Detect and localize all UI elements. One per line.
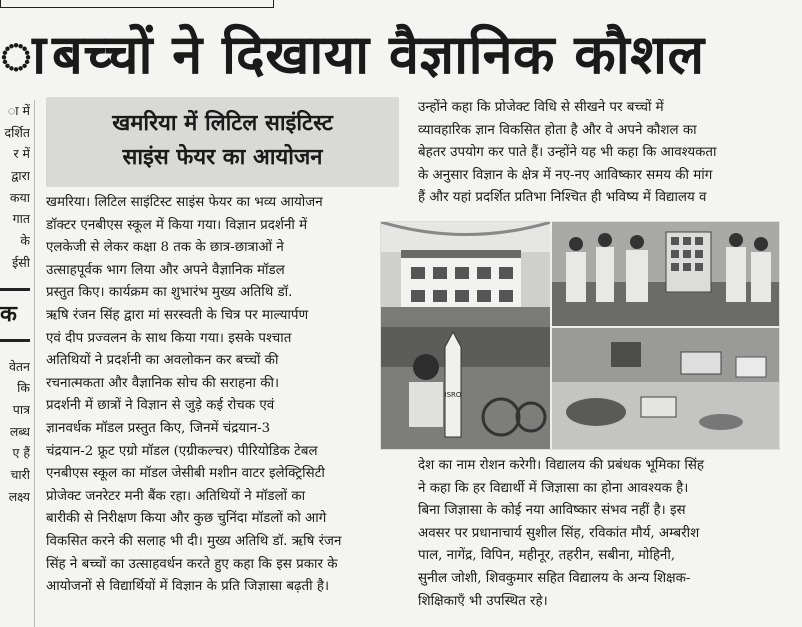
article-column-b	[418, 97, 788, 210]
headline-title: बच्चों ने दिखाया वैज्ञानिक कौशल	[52, 23, 705, 86]
article-column-c	[418, 455, 788, 613]
article-text-line: खमरिया। लिटिल साइंटिस्ट साइंस फेयर का भव्य आयोजन	[46, 195, 323, 210]
article-text-line: एनबीएस स्कूल का मॉडल जेसीबी मशीन वाटर इलेक्ट्रिसिटी	[46, 466, 325, 482]
article-text-line: प्रोजेक्ट जनरेटर मनी बैंक रहा। अतिथियों ने मॉडलों का	[46, 488, 306, 504]
article-text-line: डॉक्टर एनबीएस स्कूल में किया गया। विज्ञान प्रदर्शनी में	[46, 217, 308, 233]
article-text-line: बारीकी से निरीक्षण किया और कुछ चुनिंदा मॉडलों को आगे	[46, 511, 327, 527]
top-border	[0, 0, 802, 12]
article-text-line: रचनात्मकता और वैज्ञानिक सोच की सराहना की।	[46, 375, 280, 391]
adjacent-text-line: र में	[13, 146, 30, 162]
adjacent-text-line: द्वारा	[11, 168, 30, 184]
article-text-line: बिना जिज्ञासा के कोई नया आविष्कार संभव नहीं है। इस	[418, 503, 686, 519]
article-text-line: प्रदर्शनी में छात्रों ने विज्ञान से जुड़े कई रोचक एवं	[46, 398, 275, 414]
adjacent-text-line: के	[20, 233, 30, 249]
subheading-box	[46, 97, 399, 187]
adjacent-text-line: वेतन	[8, 358, 30, 374]
article-text-line: ऋषि रंजन सिंह द्वारा मां सरस्वती के चित्र पर माल्यार्पण	[46, 307, 309, 323]
adjacent-text-line: कया	[9, 189, 30, 205]
article-text-line: विकसित करने की सलाह भी दी। मुख्य अतिथि डॉ. ऋषि रंजन	[46, 533, 342, 549]
adjacent-box-heading: क	[0, 288, 30, 342]
article-text-line: पाल, नागेंद्र, विपिन, महीनूर, तहरीन, सबीना, मोहिनी,	[418, 548, 676, 564]
headline	[0, 20, 802, 90]
article-text-line: अवसर पर प्रधानाचार्य सुशील सिंह, रविकांत मौर्य, अम्बरीश	[418, 525, 700, 541]
article-text-line: ज्ञानवर्धक मॉडल प्रस्तुत किए, जिनमें चंद्रयान-3	[46, 420, 271, 436]
adjacent-text-line: दर्शित	[4, 124, 30, 140]
article-text-line: अतिथियों ने प्रदर्शनी का अवलोकन कर बच्चों की	[46, 353, 279, 369]
article-text-line: चंद्रयान-2 फ्रूट एग्रो मॉडल (एग्रीकल्चर) पीरियोडिक टेबल	[46, 443, 318, 459]
article-text-line: व्यावहारिक ज्ञान विकसित होता है और वे अपने कौशल का	[418, 122, 697, 138]
adjacent-text-line: लक्ष्य	[8, 488, 30, 504]
adjacent-text-line: ए हैं	[12, 445, 30, 461]
article-text-line: उत्साहपूर्वक भाग लिया और अपने वैज्ञानिक मॉडल	[46, 262, 285, 278]
adjacent-column	[0, 100, 30, 627]
adjacent-text-line: लब्ध	[9, 423, 30, 439]
article-text-line: ने कहा कि हर विद्यार्थी में जिज्ञासा का होना आवश्यक है।	[418, 480, 689, 496]
adjacent-text-line: कि	[17, 380, 30, 396]
article-text-line: शिक्षिकाएँ भी उपस्थित रहे।	[418, 593, 548, 609]
column-divider	[34, 100, 35, 627]
headline-fragment: ा	[0, 23, 47, 86]
article-text-line: सिंह ने बच्चों का उत्साहवर्धन करते हुए कहा कि इस प्रकार के	[46, 556, 338, 572]
adjacent-text-line: चारी	[10, 466, 30, 482]
article-text-line: एलकेजी से लेकर कक्षा 8 तक के छात्र-छात्राओं ने	[46, 240, 284, 256]
article-text-line: देश का नाम रोशन करेगी। विद्यालय की प्रबंधक भूमिका सिंह	[418, 458, 704, 473]
adjacent-text-line: ा में	[7, 103, 30, 118]
news-photo-collage	[380, 221, 780, 450]
article-text-line: बेहतर उपयोग कर पाते हैं। उन्होंने यह भी कहा कि आवश्यकता	[418, 145, 717, 161]
article-column-a	[46, 192, 400, 599]
photo-collage-graphic	[381, 222, 779, 449]
article-text-line: आयोजनों से विद्यार्थियों में विज्ञान के प्रति जिज्ञासा बढ़ती है।	[46, 579, 330, 595]
prev-article-box	[0, 0, 274, 8]
article-text-line: हैं और यहां प्रदर्शित प्रतिभा निश्चित ही भविष्य में विद्यालय व	[418, 190, 707, 206]
adjacent-text-line: पात्र	[12, 401, 30, 417]
subheading-line-2: साइंस फेयर का आयोजन	[122, 145, 323, 170]
article-text-line: सुनील जोशी, शिवकुमार सहित विद्यालय के अन्य शिक्षक-	[418, 570, 691, 586]
article-text-line: के अनुसार विज्ञान के क्षेत्र में नए-नए आविष्कार समय की मांग	[418, 167, 713, 183]
article-text-line: उन्होंने कहा कि प्रोजेक्ट विधि से सीखने पर बच्चों में	[418, 100, 664, 115]
adjacent-text-line: ईसी	[12, 254, 30, 270]
article-text-line: एवं दीप प्रज्वलन के साथ किया गया। इसके पश्चात	[46, 330, 292, 346]
subheading-line-1: खमरिया में लिटिल साइंटिस्ट	[112, 111, 333, 136]
rocket-label: ISRO	[444, 391, 462, 399]
article-text-line: प्रस्तुत किए। कार्यक्रम का शुभारंभ मुख्य अतिथि डॉ.	[46, 285, 293, 301]
adjacent-text-line: गात	[12, 211, 30, 227]
